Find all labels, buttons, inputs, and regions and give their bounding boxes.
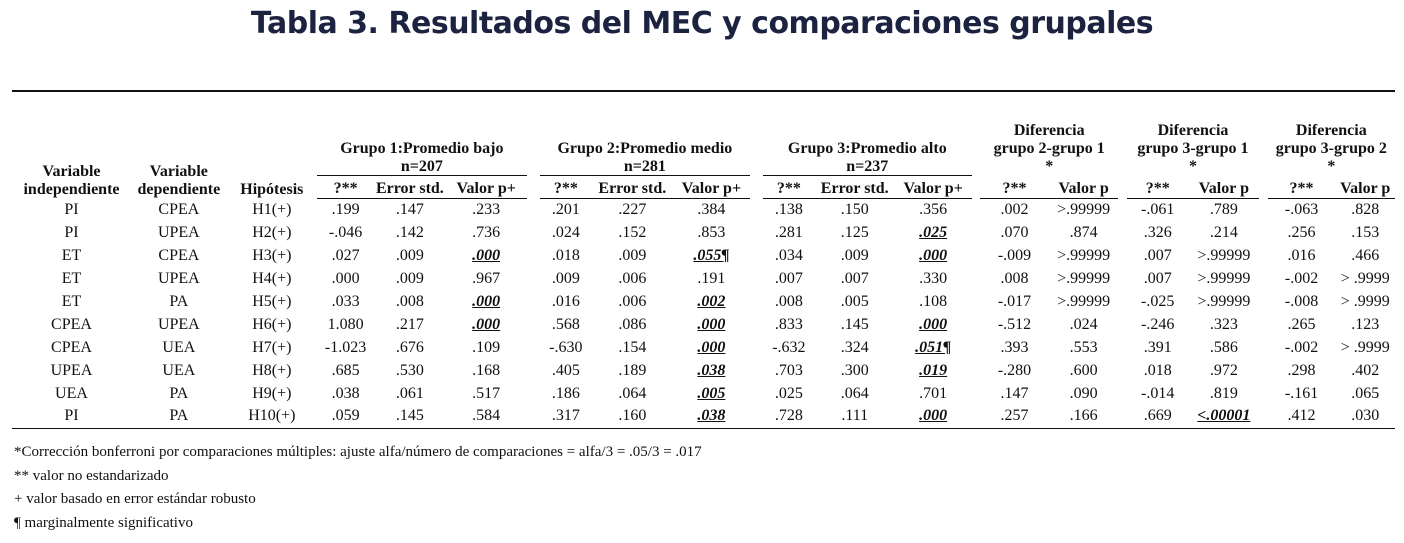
table-cell: .000 bbox=[895, 405, 972, 428]
column-spacer bbox=[1118, 382, 1127, 405]
table-row bbox=[12, 245, 1395, 268]
column-spacer bbox=[1259, 405, 1268, 428]
column-spacer bbox=[750, 359, 763, 382]
table-cell: .393 bbox=[1000, 338, 1029, 356]
table-cell: .109 bbox=[472, 338, 501, 356]
table-cell: -.630 bbox=[549, 338, 583, 356]
table-cell: .189 bbox=[618, 361, 647, 379]
column-spacer bbox=[527, 268, 540, 291]
table-cell: .874 bbox=[1069, 224, 1098, 242]
column-spacer bbox=[750, 199, 763, 222]
header-grupo2: Grupo 2:Promedio medio bbox=[557, 140, 733, 157]
column-spacer bbox=[972, 245, 981, 268]
column-spacer bbox=[1118, 405, 1127, 428]
table-cell: .006 bbox=[618, 270, 647, 288]
table-cell: .736 bbox=[472, 224, 501, 242]
header-coef: ?** bbox=[317, 176, 374, 199]
table-cell: -.632 bbox=[772, 338, 806, 356]
table-cell: .412 bbox=[1268, 405, 1336, 428]
table-cell: .008 bbox=[774, 293, 803, 310]
table-cell: CPEA bbox=[158, 247, 200, 265]
column-spacer bbox=[972, 199, 981, 222]
table-cell: .530 bbox=[395, 361, 424, 379]
column-spacer bbox=[1118, 268, 1127, 291]
column-spacer bbox=[750, 268, 763, 291]
table-cell: <.00001 bbox=[1189, 405, 1260, 428]
table-cell: -.002 bbox=[1284, 338, 1319, 356]
table-cell: .145 bbox=[840, 315, 869, 333]
table-cell: .059 bbox=[317, 405, 374, 428]
table-cell: .033 bbox=[331, 293, 360, 310]
column-spacer bbox=[972, 336, 981, 359]
header-grupo3-n: n=237 bbox=[763, 158, 972, 176]
table-cell: .009 bbox=[395, 247, 424, 265]
table-cell: .090 bbox=[1069, 384, 1098, 402]
table-row bbox=[12, 313, 1395, 336]
header-coef: ?** bbox=[980, 176, 1049, 199]
column-spacer bbox=[750, 382, 763, 405]
table-cell: .281 bbox=[774, 224, 803, 242]
table-cell: .000 bbox=[472, 315, 501, 333]
note-marginal: ¶ marginalmente significativo bbox=[14, 514, 193, 531]
table-cell: .199 bbox=[331, 201, 360, 219]
table-cell: .138 bbox=[774, 201, 803, 219]
table-cell: .025 bbox=[774, 384, 803, 402]
column-spacer bbox=[750, 291, 763, 314]
column-spacer bbox=[1259, 359, 1268, 382]
table-cell: .018 bbox=[1143, 361, 1172, 379]
column-spacer bbox=[527, 313, 540, 336]
table-cell: CPEA bbox=[51, 315, 92, 333]
table-cell: .000 bbox=[472, 293, 501, 310]
header-variable-independiente: Variable independiente bbox=[23, 162, 120, 198]
table-cell: .323 bbox=[1209, 315, 1238, 333]
table-cell: > .9999 bbox=[1340, 270, 1390, 288]
table-cell: .007 bbox=[1143, 247, 1172, 265]
table-cell: .153 bbox=[1351, 224, 1380, 242]
table-cell: .789 bbox=[1209, 201, 1238, 219]
header-grupo3: Grupo 3:Promedio alto bbox=[787, 140, 947, 157]
top-rule bbox=[12, 90, 1395, 92]
table-cell: .086 bbox=[618, 315, 647, 333]
table-cell: PA bbox=[169, 384, 189, 402]
table-cell: PI bbox=[64, 224, 79, 242]
table-cell: .009 bbox=[395, 270, 424, 288]
table-cell: .125 bbox=[840, 224, 869, 242]
table-cell: .008 bbox=[1000, 270, 1029, 288]
table-cell: .466 bbox=[1351, 247, 1380, 265]
table-cell: .227 bbox=[618, 201, 647, 219]
table-cell: .402 bbox=[1351, 361, 1380, 379]
table-cell: H7(+) bbox=[252, 338, 292, 356]
table-cell: .703 bbox=[774, 361, 803, 379]
header-variable-dependiente: Variable dependiente bbox=[137, 162, 221, 198]
table-cell: PA bbox=[169, 293, 189, 310]
table-cell: >.99999 bbox=[1197, 293, 1251, 310]
table-cell: -.246 bbox=[1141, 315, 1175, 333]
table-cell: H2(+) bbox=[252, 224, 292, 242]
column-spacer bbox=[1259, 268, 1268, 291]
table-cell: .030 bbox=[1335, 405, 1395, 428]
table-cell: .728 bbox=[763, 405, 815, 428]
table-cell: .000 bbox=[697, 315, 726, 333]
header-dif-2-1: Diferencia grupo 2-grupo 1 * bbox=[993, 121, 1105, 175]
column-spacer bbox=[972, 222, 981, 245]
column-spacer bbox=[527, 405, 540, 428]
header-valor-p: Valor p bbox=[1049, 176, 1118, 199]
column-spacer bbox=[1118, 222, 1127, 245]
table-cell: .002 bbox=[697, 293, 726, 310]
table-cell: .000 bbox=[919, 315, 948, 333]
table-cell: .007 bbox=[1143, 270, 1172, 288]
table-title: Tabla 3. Resultados del MEC y comparaciones grupales bbox=[250, 6, 1154, 41]
column-spacer bbox=[1118, 313, 1127, 336]
table-cell: .016 bbox=[1287, 247, 1316, 265]
column-spacer bbox=[1118, 291, 1127, 314]
column-spacer bbox=[1259, 222, 1268, 245]
table-cell: >.99999 bbox=[1057, 293, 1111, 310]
column-spacer bbox=[527, 382, 540, 405]
table-cell: -.017 bbox=[997, 293, 1032, 310]
column-spacer bbox=[527, 359, 540, 382]
column-spacer bbox=[750, 405, 763, 428]
table-cell: -.008 bbox=[1284, 293, 1319, 310]
table-row bbox=[12, 336, 1395, 359]
table-cell: H8(+) bbox=[252, 361, 292, 379]
column-spacer bbox=[1118, 359, 1127, 382]
table-cell: .330 bbox=[919, 270, 948, 288]
table-cell: >.99999 bbox=[1197, 270, 1251, 288]
table-row bbox=[12, 291, 1395, 314]
table-cell: UEA bbox=[162, 338, 196, 356]
table-cell: .000 bbox=[472, 247, 501, 265]
table-cell: .145 bbox=[374, 405, 445, 428]
header-dif-3-1: Diferencia grupo 3-grupo 1 * bbox=[1137, 121, 1249, 175]
table-cell: ET bbox=[61, 270, 82, 288]
header-hipotesis: Hipótesis bbox=[240, 180, 304, 198]
table-row bbox=[12, 268, 1395, 291]
table-cell: .391 bbox=[1143, 338, 1172, 356]
table-cell: .038 bbox=[697, 361, 726, 379]
table-cell: .024 bbox=[1069, 315, 1098, 333]
table-cell: CPEA bbox=[51, 338, 92, 356]
table-cell: H9(+) bbox=[252, 384, 292, 402]
table-cell: .384 bbox=[697, 201, 726, 219]
column-spacer bbox=[750, 313, 763, 336]
table-cell: .123 bbox=[1351, 315, 1380, 333]
table-row bbox=[12, 222, 1395, 245]
note-error-robusto: + valor basado en error estándar robusto bbox=[14, 491, 256, 507]
table-cell: .317 bbox=[540, 405, 593, 428]
column-spacer bbox=[972, 359, 981, 382]
table-cell: H10(+) bbox=[227, 405, 317, 428]
table-cell: -1.023 bbox=[324, 338, 367, 356]
table-cell: .967 bbox=[472, 270, 501, 288]
table-cell: -.063 bbox=[1284, 201, 1319, 219]
table-cell: .256 bbox=[1287, 224, 1316, 242]
table-cell: -.046 bbox=[328, 224, 363, 242]
table-cell: UPEA bbox=[157, 315, 200, 333]
column-spacer bbox=[1118, 199, 1127, 222]
table-cell: PI bbox=[12, 405, 131, 428]
table-cell: .833 bbox=[774, 315, 803, 333]
header-coef: ?** bbox=[1268, 176, 1336, 199]
table-cell: .025 bbox=[919, 224, 948, 242]
table-cell: ET bbox=[61, 293, 82, 310]
table-cell: .676 bbox=[395, 338, 424, 356]
table-cell: .070 bbox=[1000, 224, 1029, 242]
table-cell: .972 bbox=[1209, 361, 1238, 379]
table-cell: .405 bbox=[551, 361, 580, 379]
table-cell: .064 bbox=[618, 384, 647, 402]
table-cell: >.99999 bbox=[1057, 270, 1111, 288]
table-cell: .233 bbox=[472, 201, 501, 219]
table-cell: .038 bbox=[673, 405, 751, 428]
results-table bbox=[12, 118, 1395, 429]
table-cell: UPEA bbox=[157, 270, 200, 288]
column-spacer bbox=[527, 336, 540, 359]
column-spacer bbox=[1259, 313, 1268, 336]
column-spacer bbox=[1259, 245, 1268, 268]
table-cell: .111 bbox=[815, 405, 895, 428]
table-cell: .108 bbox=[919, 293, 948, 310]
table-cell: .517 bbox=[472, 384, 501, 402]
table-cell: >.99999 bbox=[1057, 201, 1111, 219]
column-spacer bbox=[527, 199, 540, 222]
table-cell: .701 bbox=[919, 384, 948, 402]
table-cell: UEA bbox=[55, 384, 88, 402]
table-cell: .008 bbox=[395, 293, 424, 310]
column-spacer bbox=[1118, 245, 1127, 268]
header-valor-p: Valor p+ bbox=[673, 176, 751, 199]
table-cell: .214 bbox=[1209, 224, 1238, 242]
header-valor-p: Valor p+ bbox=[895, 176, 972, 199]
table-cell: H4(+) bbox=[252, 270, 292, 288]
table-cell: H1(+) bbox=[252, 201, 292, 219]
table-cell: .024 bbox=[551, 224, 580, 242]
table-cell: .016 bbox=[551, 293, 580, 310]
header-error: Error std. bbox=[592, 176, 672, 199]
column-spacer bbox=[972, 291, 981, 314]
table-row bbox=[12, 359, 1395, 382]
table-cell: UEA bbox=[162, 361, 196, 379]
table-cell: .009 bbox=[551, 270, 580, 288]
table-cell: .061 bbox=[395, 384, 424, 402]
header-valor-p: Valor p bbox=[1189, 176, 1260, 199]
table-cell: .685 bbox=[331, 361, 360, 379]
table-cell: .000 bbox=[697, 338, 726, 356]
table-cell: .005 bbox=[697, 384, 726, 402]
table-notes bbox=[14, 441, 702, 535]
table-cell: .669 bbox=[1127, 405, 1189, 428]
header-valor-p: Valor p bbox=[1335, 176, 1395, 199]
column-spacer bbox=[527, 222, 540, 245]
table-cell: UPEA bbox=[157, 224, 200, 242]
column-spacer bbox=[527, 245, 540, 268]
table-row bbox=[12, 199, 1395, 222]
table-cell: .298 bbox=[1287, 361, 1316, 379]
table-cell: PI bbox=[64, 201, 79, 219]
column-spacer bbox=[972, 405, 981, 428]
table-cell: .257 bbox=[980, 405, 1049, 428]
header-grupo1-n: n=207 bbox=[317, 158, 527, 176]
column-spacer bbox=[750, 222, 763, 245]
table-cell: .142 bbox=[395, 224, 424, 242]
column-spacer bbox=[1259, 336, 1268, 359]
table-cell: .006 bbox=[618, 293, 647, 310]
table-cell: >.99999 bbox=[1057, 247, 1111, 265]
header-coef: ?** bbox=[1127, 176, 1189, 199]
table-cell: .000 bbox=[331, 270, 360, 288]
table-cell: .819 bbox=[1209, 384, 1238, 402]
table-cell: > .9999 bbox=[1340, 293, 1390, 310]
column-spacer bbox=[972, 382, 981, 405]
table-cell: .828 bbox=[1351, 201, 1380, 219]
note-no-estandarizado: ** valor no estandarizado bbox=[14, 467, 169, 484]
table-cell: -.014 bbox=[1141, 384, 1175, 402]
table-cell: .038 bbox=[331, 384, 360, 402]
table-cell: .007 bbox=[774, 270, 803, 288]
table-cell: .217 bbox=[395, 315, 424, 333]
table-cell: .064 bbox=[840, 384, 869, 402]
table-cell: .152 bbox=[618, 224, 647, 242]
column-spacer bbox=[750, 336, 763, 359]
column-spacer bbox=[1259, 382, 1268, 405]
table-cell: .853 bbox=[697, 224, 726, 242]
table-cell: CPEA bbox=[158, 201, 200, 219]
note-bonferroni: *Corrección bonferroni por comparaciones múltiples: ajuste alfa/número de comparaciones = alfa/3 = .05/3 = .017 bbox=[14, 444, 702, 460]
header-error: Error std. bbox=[815, 176, 895, 199]
header-coef: ?** bbox=[763, 176, 815, 199]
column-spacer bbox=[1259, 199, 1268, 222]
table-cell: .007 bbox=[840, 270, 869, 288]
table-cell: .584 bbox=[446, 405, 527, 428]
table-row bbox=[12, 382, 1395, 405]
table-cell: .009 bbox=[840, 247, 869, 265]
header-grupo2-n: n=281 bbox=[540, 158, 751, 176]
table-cell: .150 bbox=[840, 201, 869, 219]
table-cell: PA bbox=[131, 405, 227, 428]
table-cell: -.002 bbox=[1284, 270, 1319, 288]
table-cell: .055¶ bbox=[693, 247, 730, 265]
table-cell: .553 bbox=[1069, 338, 1098, 356]
column-spacer bbox=[972, 268, 981, 291]
table-cell: H5(+) bbox=[252, 293, 292, 310]
table-cell: .002 bbox=[1000, 201, 1029, 219]
table-row bbox=[12, 405, 1395, 428]
table-cell: .027 bbox=[331, 247, 360, 265]
header-coef: ?** bbox=[540, 176, 593, 199]
table-cell: .191 bbox=[697, 270, 726, 288]
table-cell: .326 bbox=[1143, 224, 1172, 242]
table-cell: .147 bbox=[1000, 384, 1029, 402]
header-grupo1: Grupo 1:Promedio bajo bbox=[340, 140, 504, 157]
table-cell: .019 bbox=[919, 361, 948, 379]
column-spacer bbox=[1259, 291, 1268, 314]
column-spacer bbox=[972, 313, 981, 336]
table-cell: .147 bbox=[395, 201, 424, 219]
table-cell: ET bbox=[61, 247, 82, 265]
header-error: Error std. bbox=[374, 176, 445, 199]
table-cell: -.512 bbox=[997, 315, 1032, 333]
table-body bbox=[12, 199, 1395, 429]
table-cell: -.009 bbox=[997, 247, 1032, 265]
table-cell: .265 bbox=[1287, 315, 1316, 333]
column-spacer bbox=[1118, 336, 1127, 359]
table-cell: .160 bbox=[592, 405, 672, 428]
table-cell: .018 bbox=[551, 247, 580, 265]
table-cell: .154 bbox=[618, 338, 647, 356]
table-cell: .600 bbox=[1069, 361, 1098, 379]
header-valor-p: Valor p+ bbox=[446, 176, 527, 199]
table-cell: .009 bbox=[618, 247, 647, 265]
table-cell: .034 bbox=[774, 247, 803, 265]
table-cell: .065 bbox=[1351, 384, 1380, 402]
table-cell: .201 bbox=[551, 201, 580, 219]
table-cell: .568 bbox=[551, 315, 580, 333]
table-cell: > .9999 bbox=[1340, 338, 1390, 356]
table-cell: H3(+) bbox=[252, 247, 292, 265]
table-cell: .300 bbox=[840, 361, 869, 379]
table-cell: .324 bbox=[840, 338, 869, 356]
table-cell: -.280 bbox=[997, 361, 1032, 379]
header-dif-3-2: Diferencia grupo 3-grupo 2 * bbox=[1275, 121, 1387, 175]
table-cell: H6(+) bbox=[252, 315, 292, 333]
table-cell: .186 bbox=[551, 384, 580, 402]
table-cell: >.99999 bbox=[1197, 247, 1251, 265]
column-spacer bbox=[527, 291, 540, 314]
table-cell: .586 bbox=[1209, 338, 1238, 356]
table-cell: .356 bbox=[919, 201, 948, 219]
table-cell: .168 bbox=[472, 361, 501, 379]
table-cell: .166 bbox=[1049, 405, 1118, 428]
table-cell: -.161 bbox=[1284, 384, 1319, 402]
table-cell: 1.080 bbox=[327, 315, 364, 333]
table-cell: UPEA bbox=[50, 361, 93, 379]
table-cell: -.025 bbox=[1141, 293, 1175, 310]
column-spacer bbox=[750, 245, 763, 268]
table-cell: .000 bbox=[919, 247, 948, 265]
table-cell: .005 bbox=[840, 293, 869, 310]
table-cell: .051¶ bbox=[915, 338, 952, 356]
table-cell: -.061 bbox=[1141, 201, 1175, 219]
